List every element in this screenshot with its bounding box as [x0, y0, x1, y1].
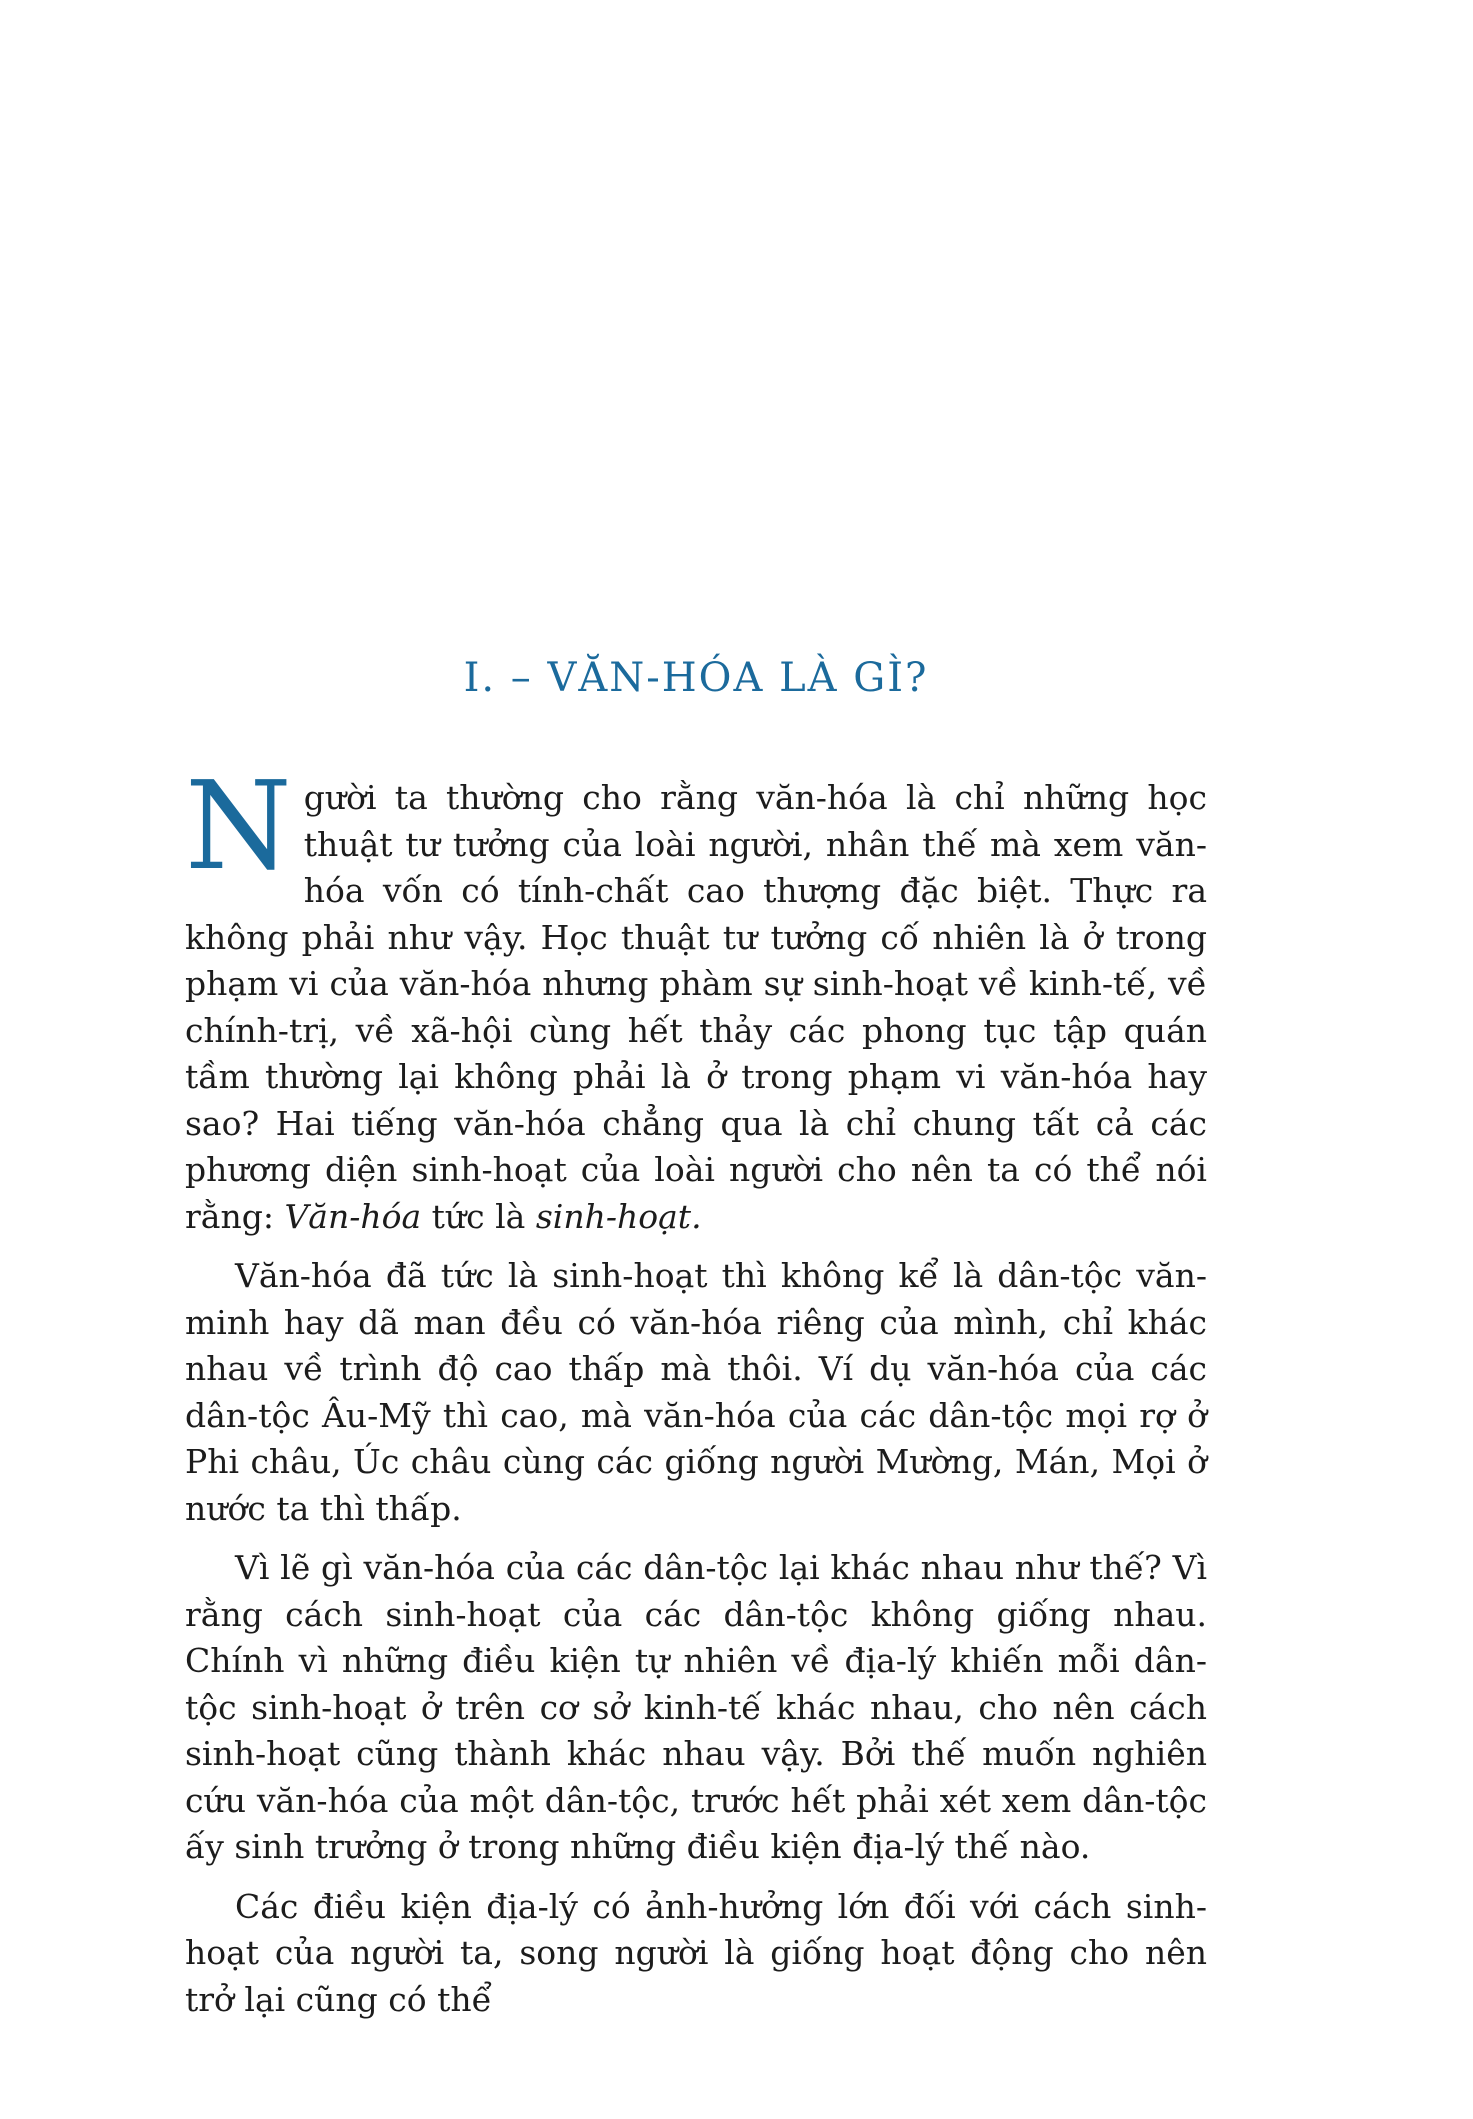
text-segment: sinh-hoạt. [535, 1196, 702, 1236]
chapter-title: I. – VĂN-HÓA LÀ GÌ? [463, 655, 929, 701]
text-segment: Các điều kiện địa-lý có ảnh-hưởng lớn đối với cách sinh-hoạt của người ta, song người là giống hoạt động cho nên trở lại cũng có thể [185, 1886, 1207, 2019]
paragraph [185, 1545, 1207, 1871]
text-segment: Vì lẽ gì văn-hóa của các dân-tộc lại khác nhau như thế? Vì rằng cách sinh-hoạt của các dân-tộc không giống nhau. Chính vì những điều kiện tự nhiên về địa-lý khiến mỗi dân-tộc sinh-hoạt ở trên cơ sở kinh-tế khác nhau, cho nên cách sinh-hoạt cũng thành khác nhau vậy. Bởi thế muốn nghiên cứu văn-hóa của một dân-tộc, trước hết phải xét xem dân-tộc ấy sinh trưởng ở trong những điều kiện địa-lý thế nào. [185, 1548, 1207, 1866]
drop-cap: N [185, 755, 292, 897]
paragraph [185, 1884, 1207, 2024]
text-segment: gười ta thường cho rằng văn-hóa là chỉ những học thuật tư tưởng của loài người, nhân thế mà xem văn-hóa vốn có tính-chất cao thượng đặc biệt. Thực ra không phải như vậy. Học thuật tư tưởng cố nhiên là ở trong phạm vi của văn-hóa nhưng phàm sự sinh-hoạt về kinh-tế, về chính-trị, về xã-hội cùng hết thảy các phong tục tập quán tầm thường lại không phải là ở trong phạm vi văn-hóa hay sao? Hai tiếng văn-hóa chẳng qua là chỉ chung tất cả các phương diện sinh-hoạt của loài người cho nên ta có thể nói rằng: [185, 778, 1207, 1236]
paragraph [185, 755, 1207, 1240]
text-segment: Văn-hóa đã tức là sinh-hoạt thì không kể là dân-tộc văn-minh hay dã man đều có văn-hóa riêng của mình, chỉ khác nhau về trình độ cao thấp mà thôi. Ví dụ văn-hóa của các dân-tộc Âu-Mỹ thì cao, mà văn-hóa của các dân-tộc mọi rợ ở Phi châu, Úc châu cùng các giống người Mường, Mán, Mọi ở nước ta thì thấp. [185, 1256, 1207, 1528]
text-segment: Văn-hóa [284, 1196, 422, 1236]
text-segment: tức là [421, 1196, 536, 1236]
paragraph [185, 1253, 1207, 1532]
article-body [185, 755, 1207, 2036]
